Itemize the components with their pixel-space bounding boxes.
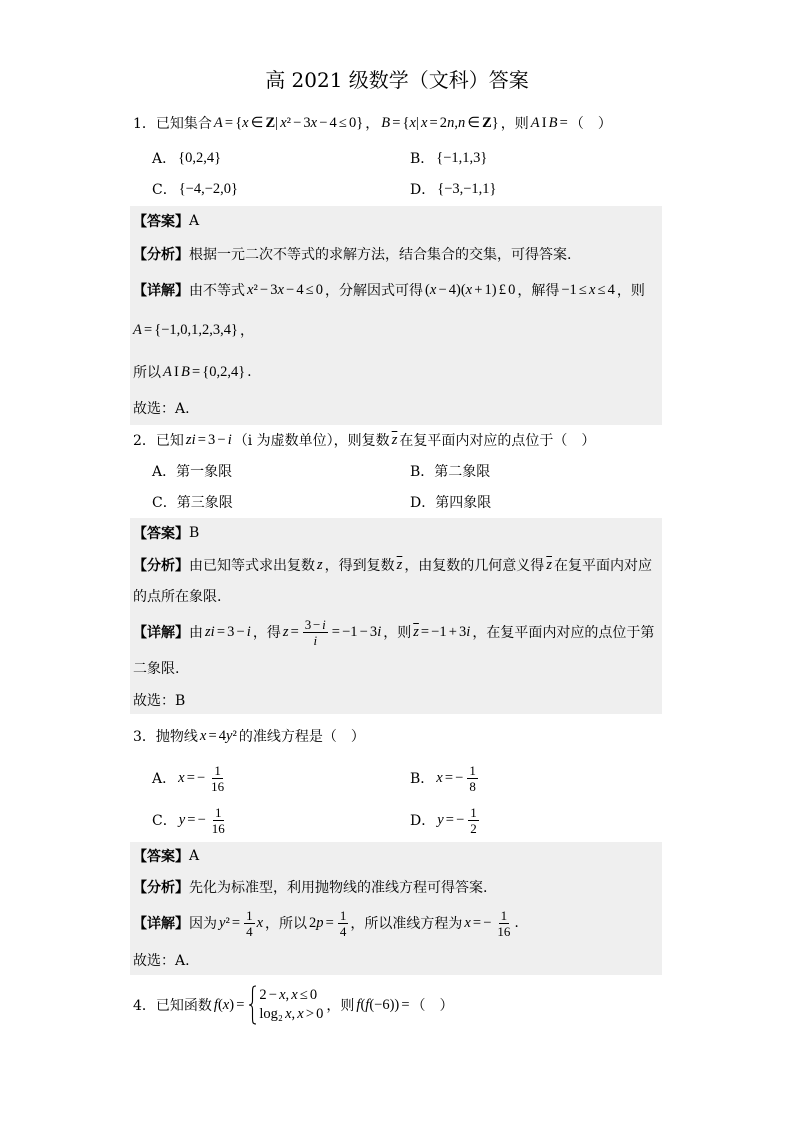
option-label: D． [410, 495, 436, 511]
answer-tag: 【答案】 [133, 526, 189, 542]
standard-form-left: y² = [219, 914, 241, 931]
analysis-tag: 【分析】 [133, 247, 189, 263]
fraction-denominator [311, 633, 319, 648]
z-equals: z = [282, 623, 299, 640]
conjugate-z [392, 432, 398, 449]
math-variable: x [465, 281, 473, 298]
math-variable: f [356, 996, 361, 1013]
conjugate-value: = −1 + 3i [420, 623, 471, 640]
math-variable: x [285, 1006, 292, 1022]
math-variable: x [256, 914, 264, 931]
math-variable: B [180, 363, 190, 380]
inequality-expression: x² − 3x − 4 ≤ 0 [247, 281, 324, 298]
option-expression: x = − [436, 769, 464, 786]
conjugate-z [413, 624, 419, 641]
math-variable: A [530, 114, 540, 131]
option-value: {−1,1,3} [436, 149, 488, 166]
fraction-denominator: 4 [339, 923, 347, 939]
option-b [410, 146, 489, 170]
page-title: 高 2021 级数学（文科）答案 [265, 68, 529, 92]
detail-tag: 【详解】 [133, 625, 189, 641]
fraction [210, 805, 227, 836]
math-variable: x [429, 281, 437, 298]
factored-expression: (x − 4)(x + 1) £ 0 [425, 281, 516, 298]
detail-text: . [514, 915, 519, 931]
detail-tag: 【详解】 [133, 283, 189, 299]
fraction-denominator: 2 [470, 820, 477, 836]
intersection-expression: A I B = [530, 114, 568, 131]
answer-line [133, 521, 199, 545]
stem-text: ，则 [500, 116, 529, 132]
two-p-equals: 2p = [309, 914, 334, 931]
fraction-numerator: 1 [246, 907, 253, 923]
case-2: log₂ x, x > 0 [259, 1006, 324, 1022]
composite-expression: f(f(−6)) = [356, 996, 410, 1013]
option-value: 第三象限 [176, 495, 233, 511]
option-label: C． [152, 813, 177, 829]
option-a [152, 146, 223, 170]
detail-text: 由不等式 [189, 283, 245, 299]
stem-text: ， [365, 116, 380, 132]
analysis-text: 先化为标准型，利用抛物线的准线方程可得答案. [189, 880, 488, 896]
math-variable: y [178, 811, 186, 828]
math-variable: A [133, 321, 142, 338]
option-value: 第二象限 [434, 464, 491, 480]
option-expression: y = − [437, 811, 465, 828]
stem-text: 抛物线 [155, 729, 198, 745]
question-stem [133, 983, 454, 1027]
fraction-denominator: 16 [211, 778, 225, 794]
option-a [152, 756, 228, 800]
analysis-text: ，由复数的几何意义得 [404, 558, 545, 574]
math-variable: i [246, 623, 251, 640]
math-variable: y [219, 914, 226, 931]
math-variable: i [210, 623, 215, 640]
answer-blank: （ ） [569, 116, 612, 132]
conjugate-z [397, 557, 403, 574]
option-label: B． [410, 771, 435, 787]
detail-text: 由 [189, 625, 203, 641]
option-label: B． [410, 151, 435, 167]
detail-text: ，则 [616, 283, 645, 299]
detail-tag: 【详解】 [133, 916, 189, 932]
detail-line-1 [133, 276, 645, 304]
math-variable: f [213, 996, 218, 1013]
math-variable: x [291, 987, 298, 1003]
answer-tag: 【答案】 [133, 849, 189, 865]
math-variable: f [365, 996, 370, 1013]
answer-line [133, 844, 199, 868]
analysis-line [133, 242, 571, 266]
question-number: 1． [133, 116, 156, 132]
stem-text: 已知 [155, 433, 184, 449]
math-variable: n [447, 114, 455, 131]
math-variable: $\overline{z}$ [546, 556, 552, 573]
math-variable: A [163, 363, 172, 380]
math-variable: x [297, 1006, 304, 1022]
math-variable: x [279, 987, 286, 1003]
set-b-expression: B = {x| x = 2n,n ∈ Z} [381, 114, 499, 131]
math-variable: $\overline{z}$ [396, 556, 403, 573]
conclusion-text: 故选：A. [133, 401, 190, 417]
option-d [410, 490, 491, 514]
equation-expression: zi = 3 − i [185, 431, 232, 448]
option-value: 第一象限 [176, 464, 233, 480]
analysis-text: 在复平面内对应 [553, 558, 652, 574]
math-variable: z [317, 556, 323, 573]
option-expression: y = − [178, 811, 206, 828]
stem-text: （i 为虚数单位），则复数 [233, 433, 390, 449]
fraction-numerator: 1 [469, 762, 476, 778]
analysis-tag: 【分析】 [133, 558, 189, 574]
math-variable: x [589, 281, 596, 298]
fraction [209, 763, 226, 794]
analysis-text: 的点所在象限. [133, 589, 222, 605]
detail-text: ，解得 [517, 283, 560, 299]
question-stem [133, 428, 595, 452]
option-c [152, 490, 233, 514]
math-variable: B [548, 114, 558, 131]
parabola-equation: x = 4y² [199, 727, 237, 744]
math-variable: p [316, 914, 324, 931]
answer-value: B [189, 525, 200, 541]
set-a-result: A = {−1,0,1,2,3,4} [133, 321, 239, 338]
option-c [152, 798, 229, 842]
math-variable: n [457, 114, 466, 131]
integer-set-symbol: Z [265, 114, 276, 131]
conjugate-z [546, 557, 552, 574]
math-variable: z [205, 623, 211, 640]
detail-line-1 [133, 612, 654, 652]
math-variable: i [191, 431, 196, 448]
option-label: A． [152, 771, 177, 787]
intersection-result: A I B = {0,2,4} [163, 363, 246, 380]
option-label: A． [152, 151, 177, 167]
fraction-denominator: 16 [497, 923, 511, 939]
math-variable: z [185, 431, 192, 448]
option-label: C． [152, 182, 177, 198]
detail-line-2 [133, 316, 254, 344]
detail-text: ，分解因式可得 [325, 283, 424, 299]
option-a [152, 459, 232, 483]
function-name: f(x) = [213, 996, 245, 1013]
math-variable: i [313, 632, 318, 648]
option-d [410, 177, 499, 201]
analysis-text: 由已知等式求出复数 [189, 558, 315, 574]
left-brace [248, 985, 257, 1025]
solution-range: −1 ≤ x ≤ 4 [561, 281, 615, 298]
math-variable: y [226, 727, 233, 744]
math-variable: $\overline{z}$ [391, 431, 398, 448]
analysis-line [133, 875, 487, 899]
fraction-numerator: 1 [500, 907, 508, 923]
conclusion-text: 故选：A. [133, 953, 190, 969]
option-label: C． [152, 495, 177, 511]
math-variable: z [282, 623, 289, 640]
fraction-numerator: 1 [215, 804, 222, 820]
piecewise-definition [248, 985, 324, 1025]
math-variable: x [199, 727, 207, 744]
answer-value: A [189, 848, 200, 864]
question-stem [133, 724, 365, 748]
analysis-text: ，得到复数 [324, 558, 395, 574]
conclusion-line [133, 948, 190, 972]
case-1: 2 − x, x ≤ 0 [259, 987, 318, 1003]
math-variable: x [178, 769, 185, 786]
detail-text: ，则 [383, 625, 412, 641]
option-b [410, 459, 490, 483]
detail-text: ，在复平面内对应的点位于第 [472, 625, 655, 641]
conclusion-text: 故选：B [133, 693, 186, 709]
option-expression: x = − [178, 769, 206, 786]
fraction-denominator: 8 [469, 778, 476, 794]
answer-tag: 【答案】 [133, 214, 189, 230]
math-variable: B [381, 114, 391, 131]
analysis-tag: 【分析】 [133, 880, 189, 896]
option-value: {−4,−2,0} [178, 180, 238, 197]
detail-text: ，所以准线方程为 [350, 916, 463, 932]
detail-text: ，得 [252, 625, 281, 641]
detail-text: ，所以 [265, 916, 308, 932]
detail-line [133, 903, 519, 943]
math-variable: x [247, 281, 254, 298]
math-variable: x [420, 114, 428, 131]
math-variable: y [437, 811, 444, 828]
math-variable: x [242, 114, 249, 131]
math-variable: A [213, 114, 223, 131]
stem-text: 已知集合 [155, 116, 212, 132]
fraction [244, 908, 255, 939]
conclusion-line [133, 688, 185, 712]
math-variable: x [310, 114, 318, 131]
option-value: {−3,−1,1} [437, 180, 497, 197]
directrix-left: x = − [464, 914, 492, 931]
fraction-numerator: 1 [339, 907, 347, 923]
option-label: D． [410, 182, 436, 198]
case-rows [258, 986, 324, 1024]
math-variable: i [377, 623, 382, 640]
math-variable: x [436, 769, 443, 786]
analysis-text: 根据一元二次不等式的求解方法，结合集合的交集，可得答案. [189, 247, 572, 263]
question-number: 2． [133, 433, 156, 449]
math-variable: i [466, 623, 471, 640]
question-number: 4． [133, 998, 156, 1014]
detail-text: 因为 [189, 916, 217, 932]
option-label: A． [152, 464, 177, 480]
stem-text: 的准线方程是（ ） [238, 729, 365, 745]
option-d [410, 798, 481, 842]
answer-value: A [189, 213, 200, 229]
detail-text: 二象限. [133, 661, 180, 677]
detail-line-2 [133, 656, 179, 680]
detail-text: 所以 [133, 365, 161, 381]
fraction-numerator: 3 − i [304, 616, 326, 632]
answer-line [133, 209, 199, 233]
math-variable: i [322, 616, 326, 632]
complex-z [317, 557, 323, 574]
stem-text: 在复平面内对应的点位于（ ） [399, 433, 596, 449]
math-variable: x [464, 914, 471, 931]
question-stem [133, 111, 612, 135]
math-variable: x [280, 114, 287, 131]
fraction-denominator: 16 [211, 820, 225, 836]
fraction-numerator: 1 [470, 804, 477, 820]
fraction [467, 763, 478, 794]
analysis-line-1 [133, 553, 652, 577]
fraction [468, 805, 479, 836]
option-c [152, 177, 240, 201]
option-value: 第四象限 [435, 495, 492, 511]
fraction-numerator: 1 [214, 762, 221, 778]
math-variable: x [409, 114, 416, 131]
integer-set-symbol: Z [482, 114, 492, 131]
fraction [495, 908, 512, 939]
detail-text: . [247, 364, 252, 380]
analysis-line-2 [133, 584, 221, 608]
math-variable: $\overline{z}$ [413, 623, 419, 640]
option-label: D． [410, 813, 436, 829]
z-value: = −1 − 3i [331, 623, 382, 640]
option-b [410, 756, 480, 800]
fraction [338, 908, 349, 939]
detail-line-3 [133, 358, 252, 386]
option-label: B． [410, 464, 435, 480]
fraction [303, 617, 328, 648]
math-variable: i [227, 431, 232, 448]
answer-blank: （ ） [411, 998, 454, 1014]
fraction-denominator: 4 [246, 923, 253, 939]
math-variable: x [277, 281, 284, 298]
set-a-expression: A = {x ∈ Z| x² − 3x − 4 ≤ 0} [213, 114, 364, 131]
equation-expression: zi = 3 − i [205, 623, 251, 640]
detail-text: ， [240, 323, 255, 339]
stem-text: 已知函数 [155, 998, 212, 1014]
variable-x [257, 915, 263, 932]
question-number: 3． [133, 729, 156, 745]
conclusion-line [133, 396, 190, 420]
option-value: {0,2,4} [178, 149, 222, 166]
stem-text: ，则 [326, 998, 355, 1014]
math-variable: x [222, 996, 230, 1013]
